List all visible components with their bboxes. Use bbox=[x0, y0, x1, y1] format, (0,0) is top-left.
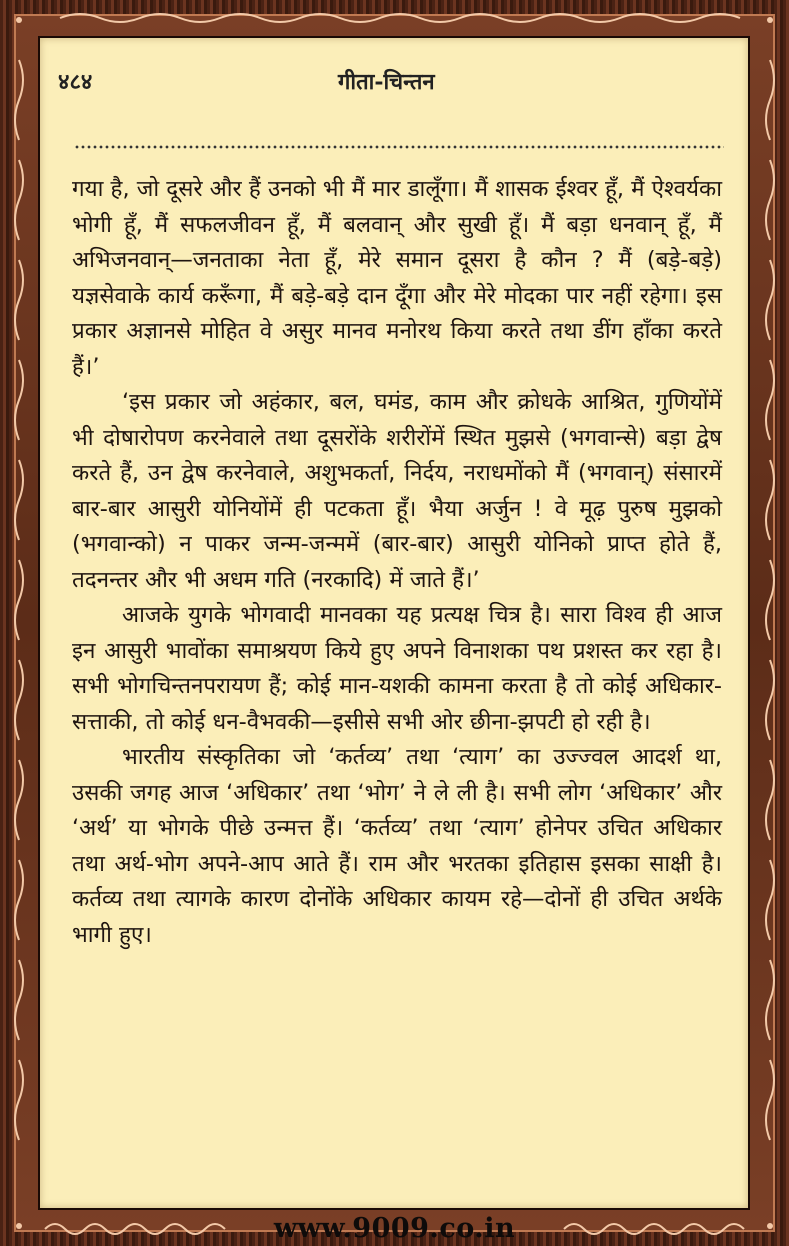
page-body bbox=[72, 172, 722, 953]
paragraph: भारतीय संस्कृतिका जो ‘कर्तव्य’ तथा ‘त्याग’ का उज्ज्वल आदर्श था, उसकी जगह आज ‘अधिकार’ तथा ‘भोग’ ने ले ली है। सभी लोग ‘अधिकार’ और ‘अर्थ’ या भोगके पीछे उन्मत्त हैं। ‘कर्तव्य’ तथा ‘त्याग’ होनेपर उचित अधिकार तथा अर्थ-भोग अपने-आप आते हैं। राम और भरतका इतिहास इसका साक्षी है। कर्तव्य तथा त्यागके कारण दोनोंके अधिकार कायम रहे—दोनों ही उचित अर्थके भागी हुए। bbox=[72, 744, 722, 948]
paragraph: ‘इस प्रकार जो अहंकार, बल, घमंड, काम और क्रोधके आश्रित, गुणियोंमें भी दोषारोपण करनेवाले तथा दूसरोंके शरीरोंमें स्थित मुझसे (भगवान्से) बड़ा द्वेष करते हैं, उन द्वेष करनेवाले, अशुभकर्ता, निर्दय, नराधमोंको मैं (भगवान्) संसारमें बार-बार आसुरी योनियोंमें ही पटकता हूँ। भैया अर्जुन ! वे मूढ़ पुरुष मुझको (भगवान्को) न पाकर जन्म-जन्ममें (बार-बार) आसुरी योनिको प्राप्त होते हैं, तदनन्तर और भी अधम गति (नरकादि) में जाते हैं।’ bbox=[72, 389, 722, 593]
page-header bbox=[38, 62, 678, 102]
paragraph: गया है, जो दूसरे और हैं उनको भी मैं मार डालूँगा। मैं शासक ईश्वर हूँ, मैं ऐश्वर्यका भोगी हूँ, मैं सफलजीवन हूँ, मैं बलवान् और सुखी हूँ। मैं बड़ा धनवान् हूँ, मैं अभिजनवान्—जनताका नेता हूँ, मेरे समान दूसरा है कौन ? मैं (बड़े-बड़े) यज्ञसेवाके कार्य करूँगा, मैं बड़े-बड़े दान दूँगा और मेरे मोदका पार नहीं रहेगा। इस प्रकार अज्ञानसे मोहित वे असुर मानव मनोरथ किया करते तथा डींग हाँका करते हैं।’ bbox=[72, 176, 722, 380]
footer-ornament-left-icon bbox=[40, 1218, 230, 1240]
header-star-rule bbox=[74, 144, 724, 154]
footer-ornament-right-icon bbox=[559, 1218, 749, 1240]
running-title: गीता-चिन्तन bbox=[338, 69, 435, 95]
page-number: ४८४ bbox=[58, 69, 93, 95]
paragraph: आजके युगके भोगवादी मानवका यह प्रत्यक्ष चित्र है। सारा विश्व ही आज इन आसुरी भावोंका समाश्रयण किये हुए अपने विनाशका पथ प्रशस्त कर रहा है। सभी भोगचिन्तनपरायण हैं; कोई मान-यशकी कामना करता है तो कोई अधिकार-सत्ताकी, तो कोई धन-वैभवकी—इसीसे सभी ओर छीना-झपटी हो रही है। bbox=[72, 602, 722, 735]
page-footer bbox=[0, 1212, 789, 1246]
footer-website: www.9009.co.in bbox=[273, 1213, 516, 1244]
